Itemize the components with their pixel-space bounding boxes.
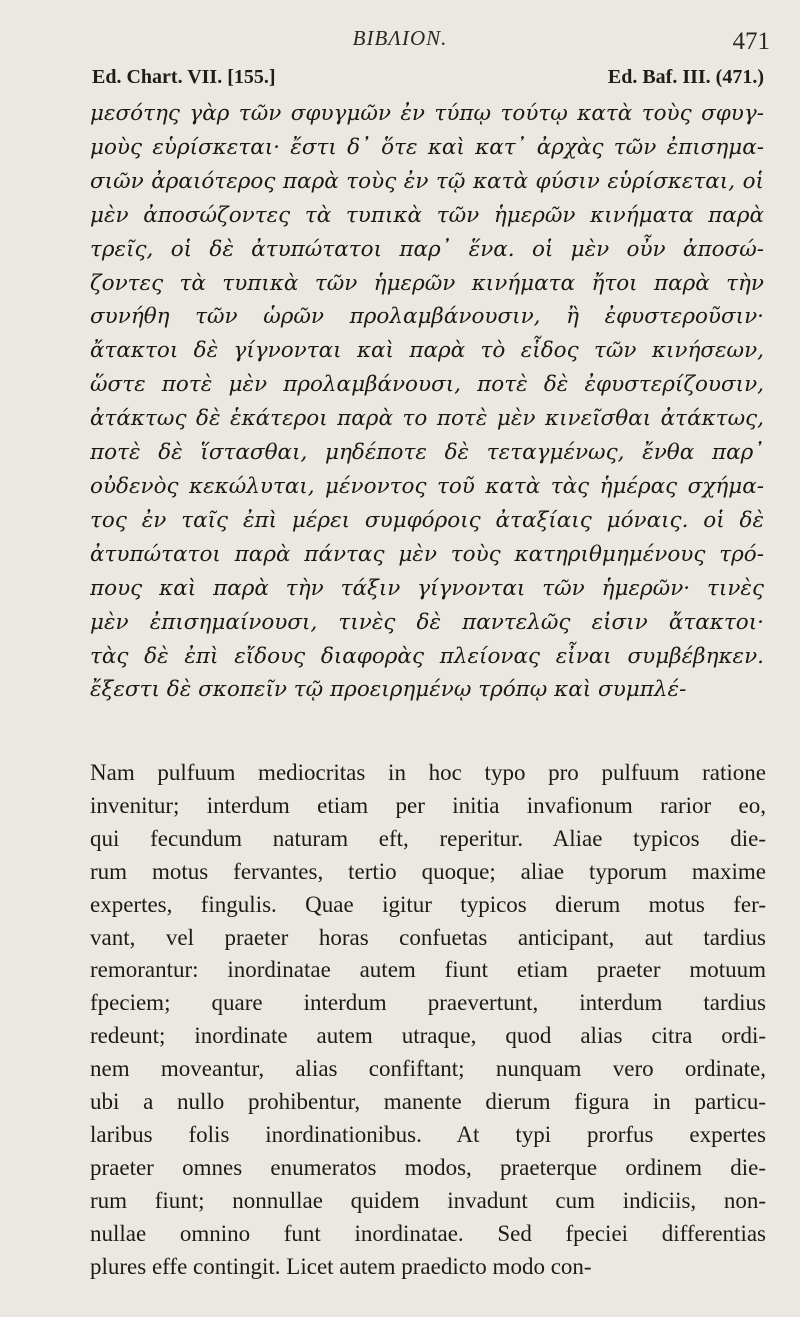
latin-text-line: remorantur: inordinatae autem fiunt etiam praeter motuum bbox=[90, 957, 766, 983]
latin-text-line: plures effe contingit. Licet autem praedicto modo con- bbox=[90, 1253, 592, 1279]
latin-text-line: ubi a nullo prohibentur, manente dierum figura in particu- bbox=[90, 1089, 766, 1115]
latin-text-line: Nam pulfuum mediocritas in hoc typo pro pulfuum ratione bbox=[90, 760, 766, 785]
greek-text-line: σιῶν ἀραιότερος παρὰ τοὺς ἐν τῷ κατὰ φύσιν εὑρίσκεται, οἱ bbox=[90, 168, 764, 194]
greek-text-line: οὐδενὸς κεκώλυται, μένοντος τοῦ κατὰ τὰς ἡμέρας σχήμα- bbox=[90, 473, 764, 499]
edition-reference-chartier: Ed. Chart. VII. [155.] bbox=[92, 66, 276, 88]
greek-text-line: τὰς δὲ ἐπὶ εἴδους διαφορὰς πλείονας εἶναι συμβέβηκεν. bbox=[90, 643, 764, 669]
greek-text-line: τρεῖς, οἱ δὲ ἀτυπώτατοι παρ᾽ ἕνα. οἱ μὲν οὖν ἀποσώ- bbox=[90, 236, 764, 262]
greek-text-line: ἀτυπώτατοι παρὰ πάντας μὲν τοὺς κατηριθμημένους τρό- bbox=[90, 541, 764, 567]
greek-text-line: τος ἐν ταῖς ἐπὶ μέρει συμφόροις ἀταξίαις μόναις. οἱ δὲ bbox=[90, 507, 764, 533]
running-head: BIBΛΙΟΝ. bbox=[352, 26, 448, 50]
edition-reference-basel: Ed. Baf. III. (471.) bbox=[607, 66, 764, 88]
greek-text-line: ἔξεστι δὲ σκοπεῖν τῷ προειρημένῳ τρόπῳ καὶ συμπλέ- bbox=[90, 677, 687, 703]
greek-text-line: ἄτακτοι δὲ γίγνονται καὶ παρὰ τὸ εἶδος τῶν κινήσεων, bbox=[90, 338, 764, 364]
greek-text-line: συνήθη τῶν ὡρῶν προλαμβάνουσιν, ἢ ἐφυστεροῦσιν· bbox=[90, 304, 764, 330]
latin-text-line: rum motus fervantes, tertio quoque; aliae typorum maxime bbox=[90, 858, 766, 884]
latin-text-line: rum fiunt; nonnullae quidem invadunt cum indiciis, non- bbox=[90, 1187, 766, 1213]
greek-text-line: μὲν ἀποσώζοντες τὰ τυπικὰ τῶν ἡμερῶν κινήματα παρὰ bbox=[90, 202, 764, 228]
latin-text-line: fpeciem; quare interdum praevertunt, interdum tardius bbox=[90, 990, 766, 1016]
latin-translation bbox=[90, 757, 766, 1284]
latin-text-line: nem moveantur, alias confiftant; nunquam vero ordinate, bbox=[90, 1056, 766, 1082]
greek-text-line: ποτὲ δὲ ἵστασθαι, μηδέποτε δὲ τεταγμένως, ἔνθα παρ᾽ bbox=[90, 440, 764, 466]
greek-text bbox=[90, 97, 764, 707]
latin-text-line: invenitur; interdum etiam per initia invafionum rarior eo, bbox=[90, 792, 766, 818]
greek-text-line: μεσότης γὰρ τῶν σφυγμῶν ἐν τύπῳ τούτῳ κατὰ τοὺς σφυγ- bbox=[90, 101, 764, 126]
greek-text-line: ὥστε ποτὲ μὲν προλαμβάνουσι, ποτὲ δὲ ἐφυστερίζουσιν, bbox=[90, 372, 764, 398]
latin-text-line: expertes, fingulis. Quae igitur typicos dierum motus fer- bbox=[90, 891, 766, 917]
greek-text-line: μοὺς εὑρίσκεται· ἔστι δ᾽ ὅτε καὶ κατ᾽ ἀρχὰς τῶν ἐπισημα- bbox=[90, 134, 764, 160]
page-number: 471 bbox=[732, 28, 770, 55]
greek-text-line: μὲν ἐπισημαίνουσι, τινὲς δὲ παντελῶς εἰσιν ἄτακτοι· bbox=[90, 609, 764, 635]
latin-text-line: vant, vel praeter horas confuetas anticipant, aut tardius bbox=[90, 924, 766, 950]
greek-text-line: ζοντες τὰ τυπικὰ τῶν ἡμερῶν κινήματα ἤτοι παρὰ τὴν bbox=[90, 270, 764, 296]
latin-text-line: redeunt; inordinate autem utraque, quod alias citra ordi- bbox=[90, 1023, 766, 1049]
latin-text-line: nullae omnino funt inordinatae. Sed fpeciei differentias bbox=[90, 1220, 766, 1246]
latin-text-line: laribus folis inordinationibus. At typi prorfus expertes bbox=[90, 1121, 766, 1147]
greek-text-line: ἀτάκτως δὲ ἑκάτεροι παρὰ το ποτὲ μὲν κινεῖσθαι ἀτάκτως, bbox=[90, 406, 764, 432]
latin-text-line: qui fecundum naturam eft, reperitur. Aliae typicos die- bbox=[90, 825, 766, 851]
latin-text-line: praeter omnes enumeratos modos, praeterque ordinem die- bbox=[90, 1154, 766, 1180]
greek-text-line: πους καὶ παρὰ τὴν τάξιν γίγνονται τῶν ἡμερῶν· τινὲς bbox=[90, 575, 764, 601]
